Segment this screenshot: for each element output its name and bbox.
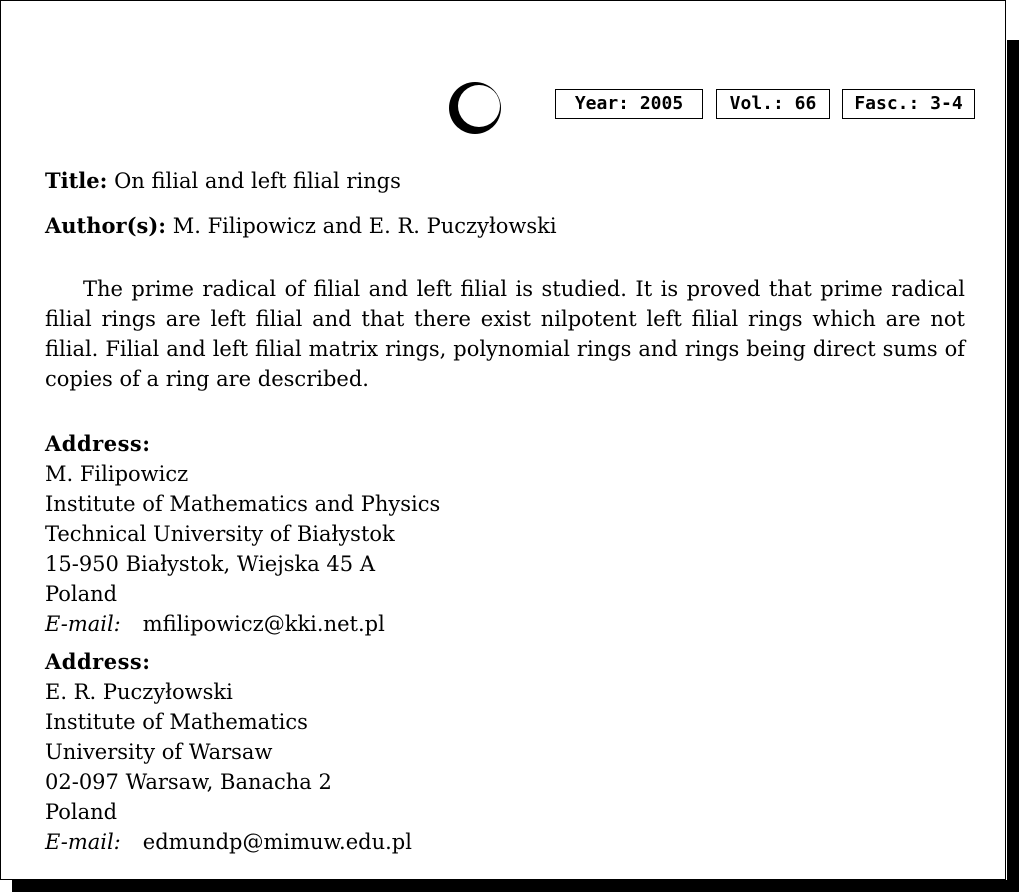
title-label: Title: [45, 168, 108, 193]
address-line: 15-950 Białystok, Wiejska 45 A [45, 552, 375, 576]
email-label: E-mail: [45, 612, 121, 636]
paper-title-line [45, 168, 401, 194]
address-block [45, 647, 412, 857]
address-country: Poland [45, 800, 118, 824]
year-badge: Year: 2005 [555, 89, 703, 119]
address-line: Technical University of Białystok [45, 522, 395, 546]
authors-label: Author(s): [45, 213, 167, 238]
volume-badge: Vol.: 66 [716, 89, 830, 119]
paper-authors-line [45, 213, 557, 239]
email-address: mfilipowicz@kki.net.pl [142, 612, 385, 636]
address-line: 02-097 Warsaw, Banacha 2 [45, 770, 332, 794]
paper-authors: M. Filipowicz and E. R. Puczyłowski [172, 214, 557, 238]
email-label: E-mail: [45, 830, 121, 854]
address-line: University of Warsaw [45, 740, 273, 764]
address-name: M. Filipowicz [45, 462, 189, 486]
fascicle-badge: Fasc.: 3-4 [842, 89, 975, 119]
address-line: Institute of Mathematics and Physics [45, 492, 441, 516]
address-name: E. R. Puczyłowski [45, 680, 233, 704]
address-heading: Address: [45, 431, 151, 456]
paper-title: On filial and left filial rings [114, 169, 401, 193]
email-row [45, 609, 440, 639]
address-heading: Address: [45, 649, 151, 674]
address-line: Institute of Mathematics [45, 710, 308, 734]
email-address: edmundp@mimuw.edu.pl [142, 830, 412, 854]
address-block [45, 429, 440, 639]
journal-logo-icon [447, 80, 503, 136]
address-country: Poland [45, 582, 118, 606]
page-shadow-bottom [12, 880, 1019, 892]
email-row [45, 827, 412, 857]
page-shadow-right [1007, 40, 1019, 892]
paper-abstract: The prime radical of filial and left filial is studied. It is proved that prime radical filial rings are left filial and that there exist nilpotent left filial rings which are not filial. Filial and left filial matrix rings, polynomial rings and rings being direct sums of copies of a ring are described. [45, 277, 965, 391]
